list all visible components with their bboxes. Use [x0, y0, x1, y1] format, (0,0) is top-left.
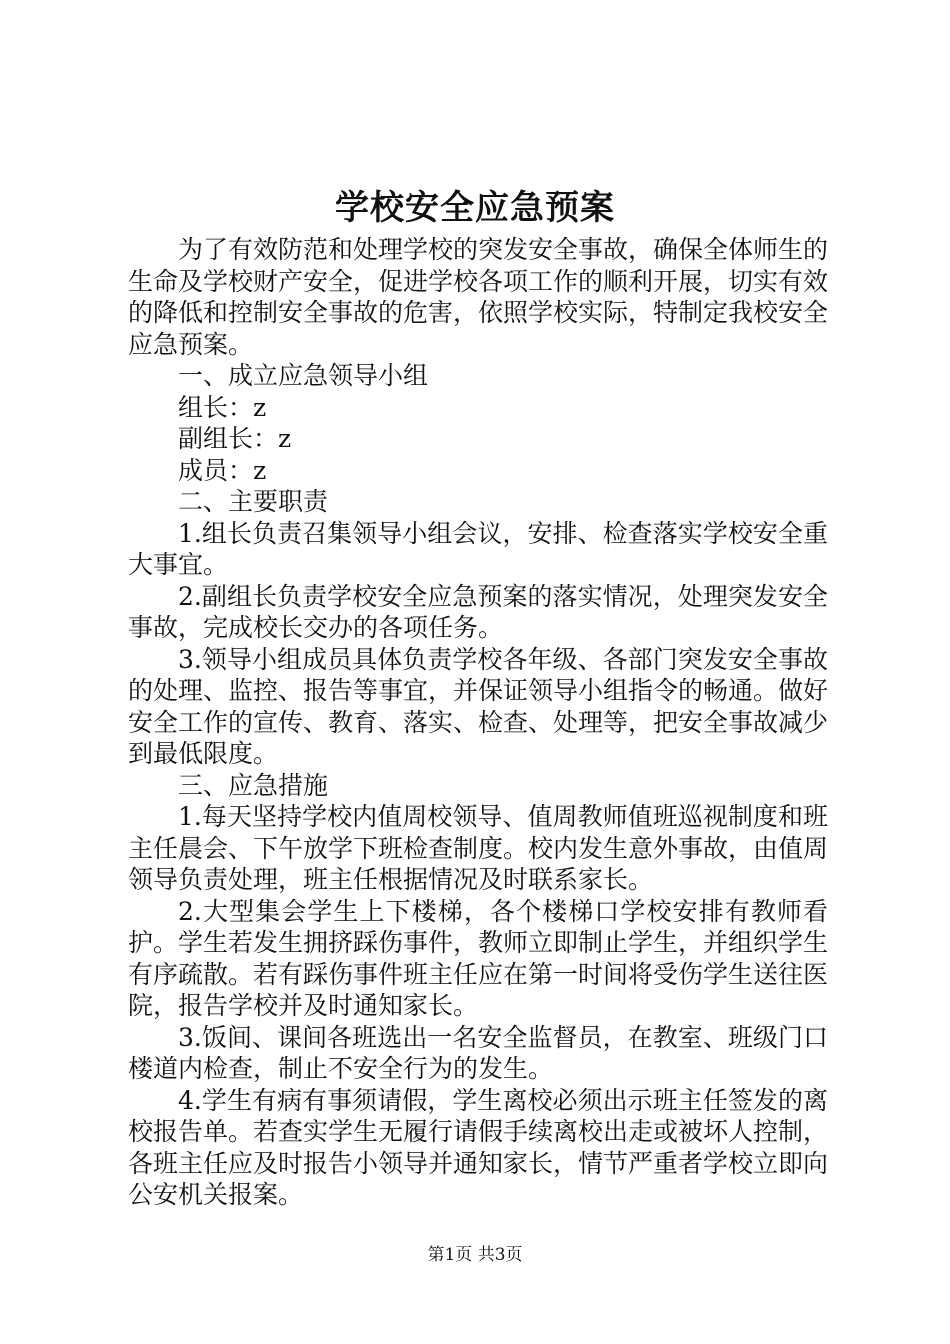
- measure-item-1: 1.每天坚持学校内值周校领导、值周教师值班巡视制度和班主任晨会、下午放学下班检查制度。校内发生意外事故，由值周领导负责处理，班主任根据情况及时联系家长。: [128, 802, 829, 894]
- section-heading-responsibilities: 二、主要职责: [178, 487, 329, 516]
- intro-paragraph: 为了有效防范和处理学校的突发安全事故，确保全体师生的生命及学校财产安全，促进学校各项工作的顺利开展，切实有效的降低和控制安全事故的危害，依照学校实际，特制定我校安全应急预案。: [128, 235, 829, 359]
- measure-item-4: 4.学生有病有事须请假，学生离校必须出示班主任签发的离校报告单。若查实学生无履行请假手续离校出走或被坏人控制，各班主任应及时报告小领导并通知家长，情节严重者学校立即向公安机关报案。: [128, 1085, 829, 1209]
- section-heading-leadership-group: 一、成立应急领导小组: [178, 361, 429, 390]
- measure-item-3: 3.饭间、课间各班选出一名安全监督员，在教室、班级门口楼道内检查，制止不安全行为的发生。: [128, 1022, 828, 1083]
- measure-item-2: 2.大型集会学生上下楼梯，各个楼梯口学校安排有教师看护。学生若发生拥挤踩伤事件，教师立即制止学生，并组织学生有序疏散。若有踩伤事件班主任应在第一时间将受伤学生送往医院，报告学校并及时通知家长。: [128, 896, 829, 1020]
- members-line: 成员：z: [178, 455, 267, 485]
- responsibility-item-1: 1.组长负责召集领导小组会议，安排、检查落实学校安全重大事宜。: [128, 518, 828, 579]
- responsibility-item-3: 3.领导小组成员具体负责学校各年级、各部门突发安全事故的处理、监控、报告等事宜，并保证领导小组指令的畅通。做好安全工作的宣传、教育、落实、检查、处理等，把安全事故减少到最低限度。: [128, 644, 829, 768]
- responsibility-item-2: 2.副组长负责学校安全应急预案的落实情况，处理突发安全事故，完成校长交办的各项任务。: [128, 581, 828, 642]
- section-heading-emergency-measures: 三、应急措施: [178, 770, 329, 800]
- document-body: [128, 234, 828, 1211]
- page-number-footer: 第1页 共3页: [427, 1245, 523, 1265]
- group-leader-line: 组长：z: [178, 392, 267, 422]
- document-title: 学校安全应急预案: [335, 188, 615, 228]
- deputy-leader-line: 副组长：z: [178, 424, 292, 453]
